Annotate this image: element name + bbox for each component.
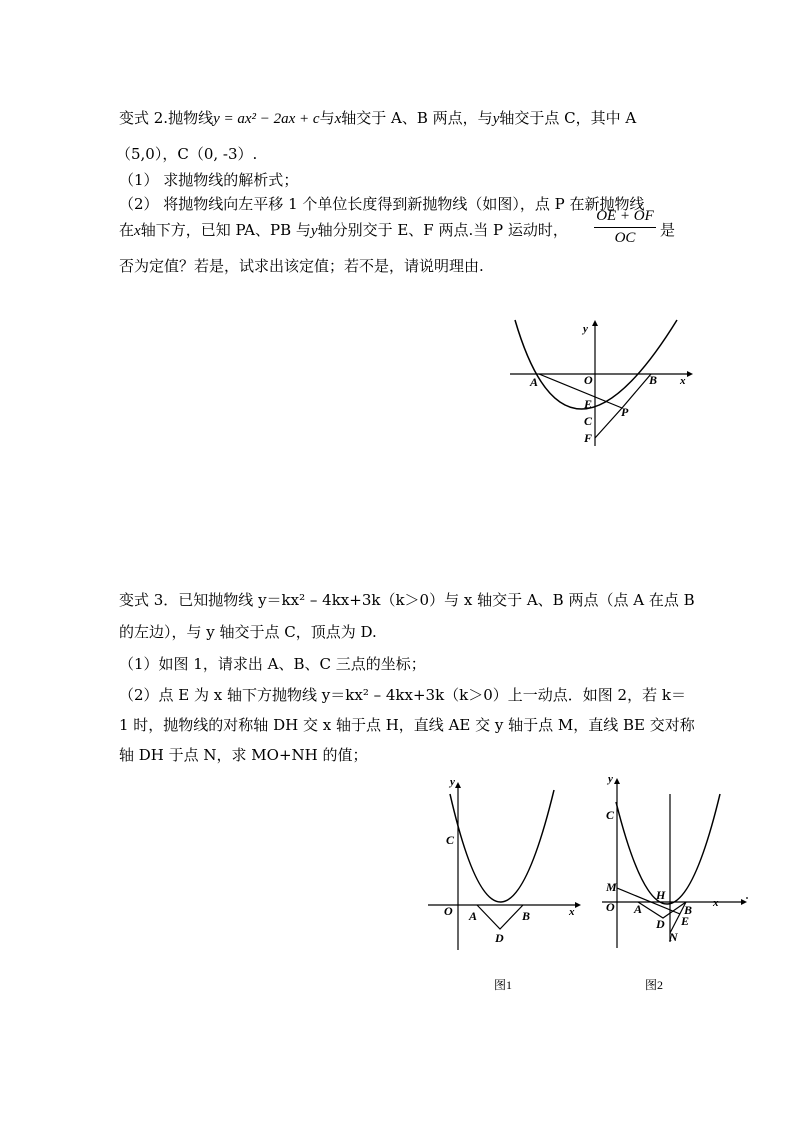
text-fragment: 轴下方，已知 PA、PB 与 [140,221,311,239]
problem2-text-mid: 与 [319,109,335,127]
problem3-line2: 的左边），与 y 轴交于点 C，顶点为 D. [119,623,377,641]
segment-PA [539,374,622,408]
label-E: E [681,914,690,928]
label-E: E [584,397,593,411]
label-C: C [606,808,615,822]
problem3-line1: 变式 3．已知抛物线 y＝kx² – 4kx+3k（k＞0）与 x 轴交于 A、B 两点（点 A 在点 B [119,591,695,609]
label-B: B [522,909,531,923]
triangle-ADB [477,905,523,929]
label-H: H [656,888,666,902]
segment-PF [595,408,622,438]
segment-PB [622,374,651,408]
label-D: D [495,931,504,945]
parabola-curve [616,794,720,904]
label-N: N [669,930,678,944]
parabola-curve [515,320,677,409]
label-x: x [713,897,719,909]
label-F: F [584,431,593,445]
problem2-title-prefix: 变式 2.抛物线 [119,109,214,127]
label-A: A [634,902,643,916]
x-var: x [334,111,342,127]
label-A: A [469,909,478,923]
text-fragment: 轴分别交于 E、F 两点.当 P 运动时， [317,221,568,239]
label-y: y [450,776,455,788]
problem2-question1: （1） 求抛物线的解析式； [119,171,299,189]
label-P: P [621,405,629,419]
problem2-text-end: 轴交于点 C，其中 A [499,109,637,127]
problem2-line2: （5,0），C（0, -3）. [116,145,258,163]
problem2-question2-line3: 否为定值？若是，试求出该定值；若不是，请说明理由. [119,257,484,275]
problem2-parabola-figure [505,318,695,448]
text-fragment: 在 [119,221,135,239]
fraction-denominator: OC [614,230,636,246]
y-var: y [310,223,318,239]
label-O: O [606,900,615,914]
problem3-line5: 1 时，抛物线的对称轴 DH 交 x 轴于点 H，直线 AE 交 y 轴于点 M，直线 BE 交对称 [119,716,695,734]
problem3-line6: 轴 DH 于点 N，求 MO+NH 的值； [119,746,368,764]
label-C: C [446,833,455,847]
label-x: x [569,906,575,918]
y-var: y [492,111,500,127]
fraction [594,208,656,247]
problem2-line1 [119,108,636,129]
x-var: x [134,223,141,239]
label-O: O [584,373,593,387]
problem3-line4: （2）点 E 为 x 轴下方抛物线 y＝kx² – 4kx+3k（k＞0）上一动点．如图 2，若 k＝ [119,686,686,704]
fraction-numerator: OE + OF [594,208,656,228]
problem3-line3: （1）如图 1，请求出 A、B、C 三点的坐标； [119,655,426,673]
problem2-line-end: 是 [660,221,676,239]
problem2-question2-line1: （2） 将抛物线向左平移 1 个单位长度得到新抛物线（如图），点 P 在新抛物线 [119,195,645,213]
figure-2 [596,770,756,950]
label-A: A [530,375,539,389]
label-O: O [444,904,453,918]
label-x: x [680,375,686,387]
caption-figure-2: 图2 [645,978,664,992]
problem2-equation: y = ax² − 2ax + c [213,111,320,127]
problem2-question2-line2 [119,220,568,241]
label-M: M [606,880,617,894]
problem2-text-mid2: 轴交于 A、B 两点，与 [341,109,493,127]
label-C: C [584,414,593,428]
label-y: y [608,773,613,785]
label-B: B [649,373,658,387]
caption-figure-1: 图1 [494,978,513,992]
label-B: B [684,903,693,917]
label-D: D [656,917,665,931]
label-y: y [583,323,588,335]
figure-1 [420,772,590,952]
parabola-curve [450,790,554,902]
